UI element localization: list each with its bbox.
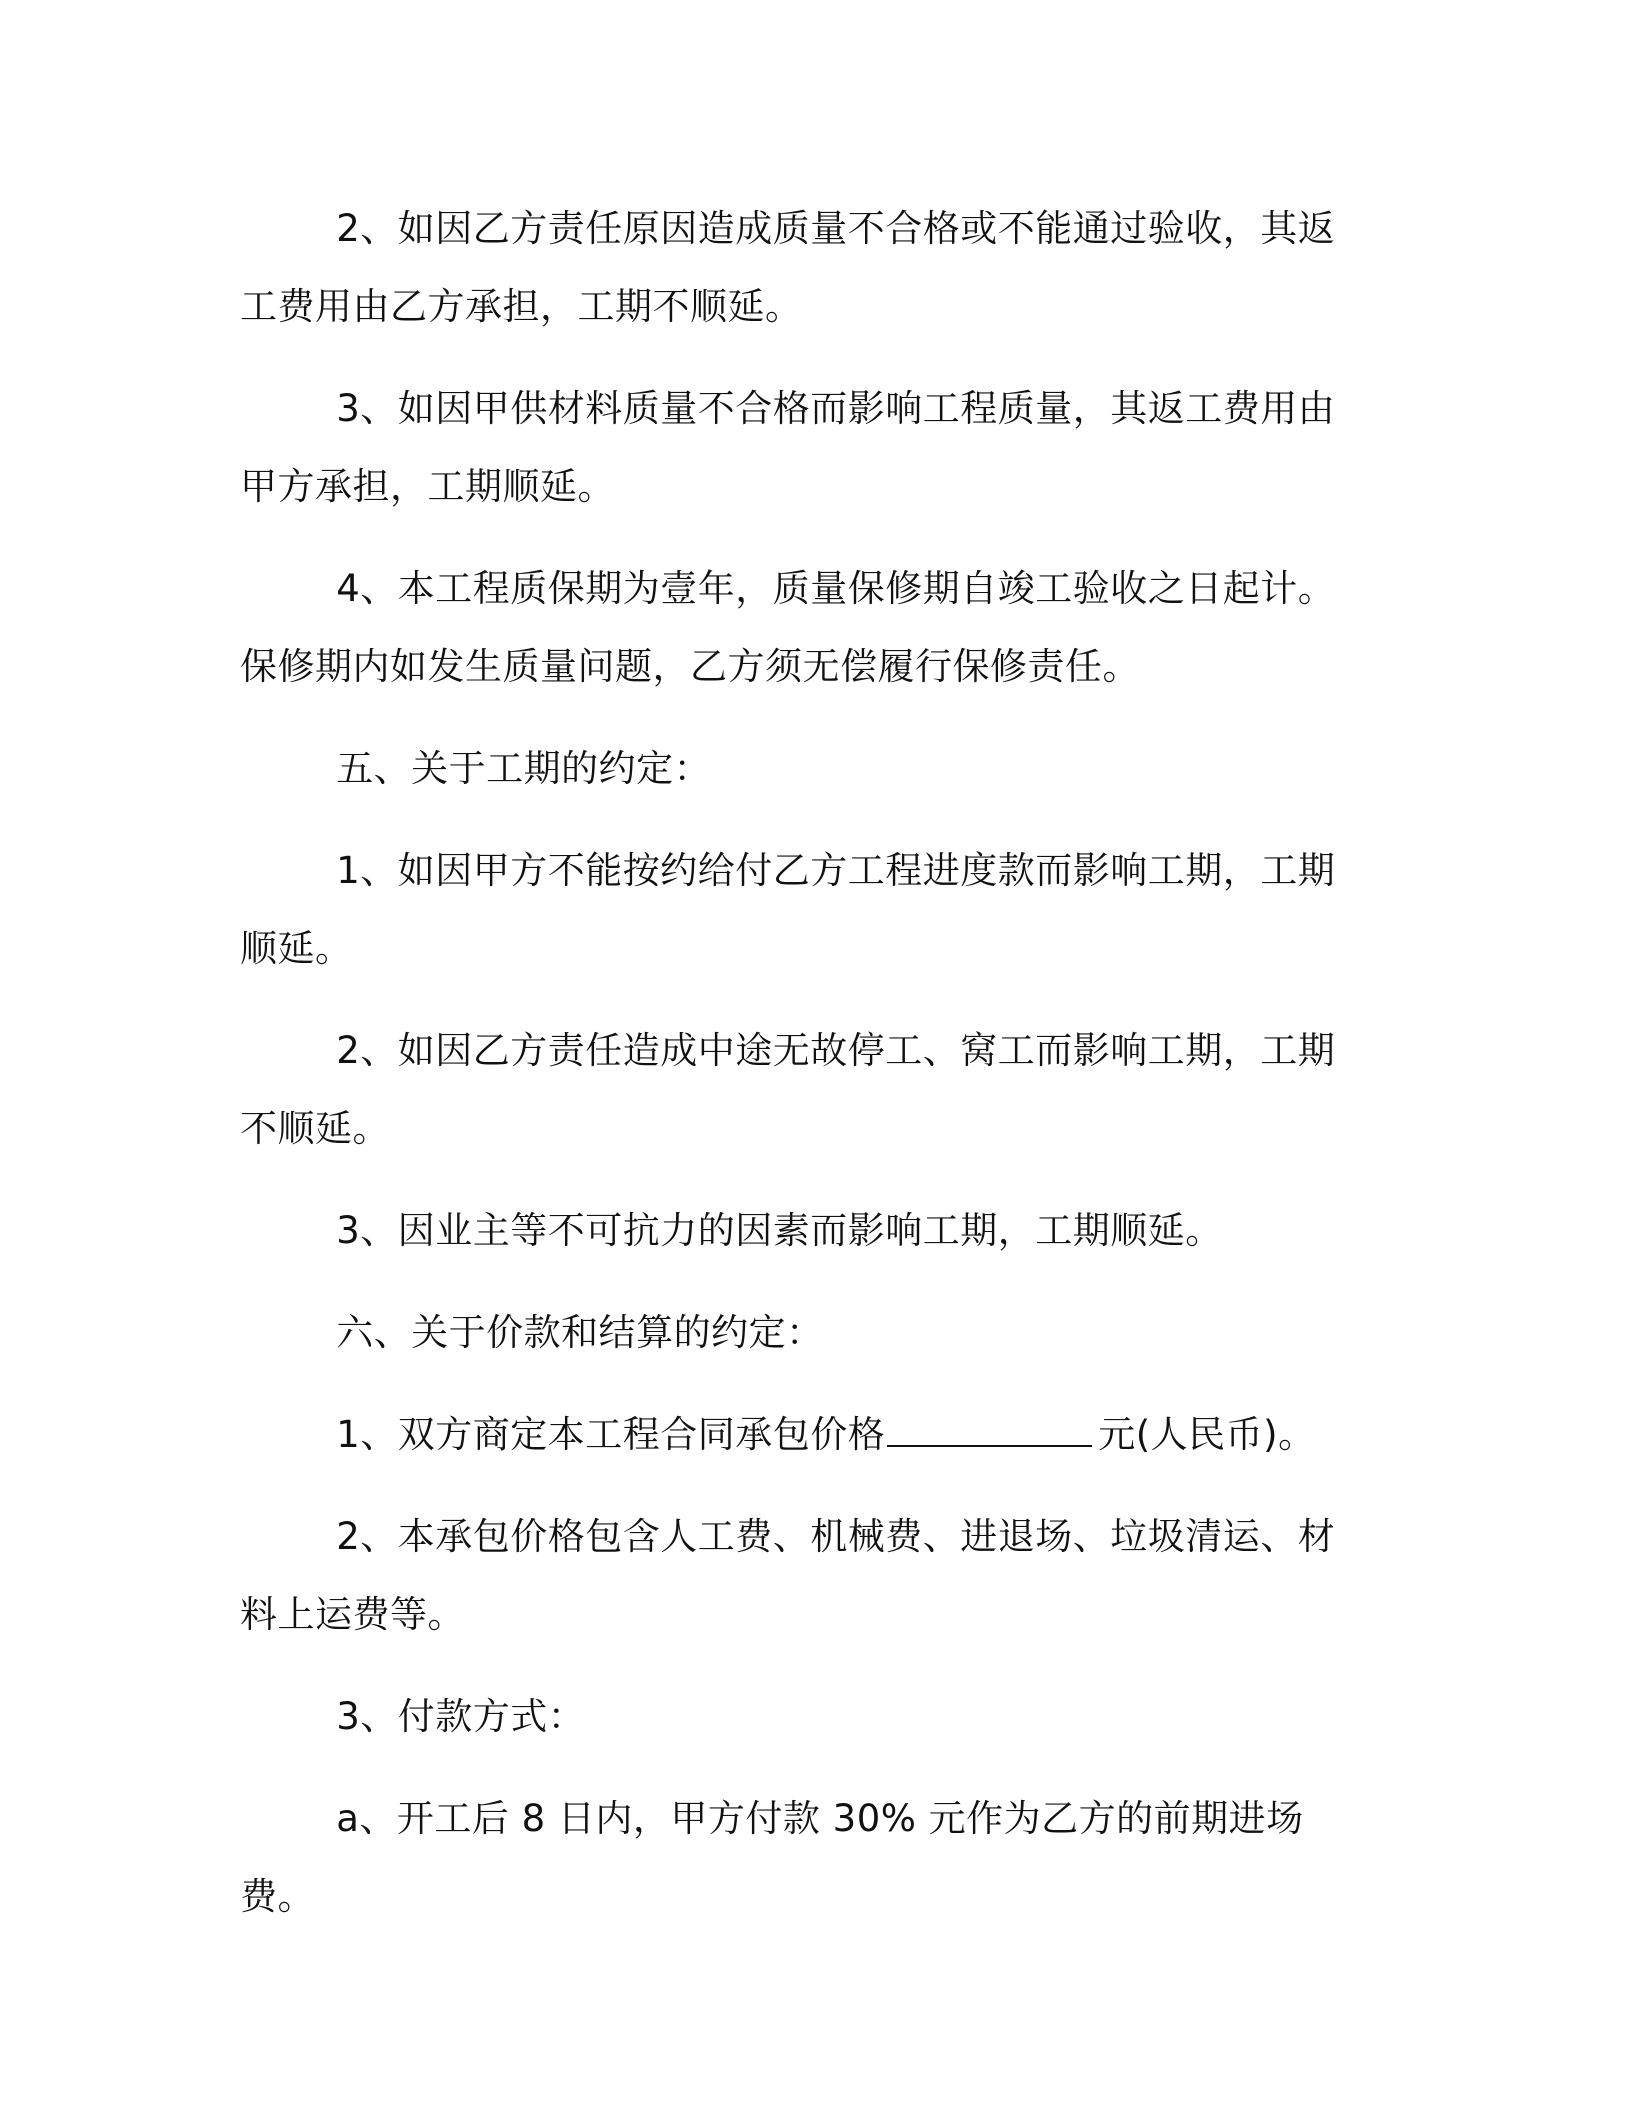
- paragraph-spacer: [240, 808, 1364, 832]
- contract-price-text-before: 1、双方商定本工程合同承包价格: [336, 1413, 886, 1456]
- paragraph-spacer: [240, 1474, 1364, 1498]
- paragraph-spacer: [240, 988, 1364, 1012]
- paragraph-warranty-period: 4、本工程质保期为壹年，质量保修期自竣工验收之日起计。保修期内如发生质量问题，乙方须无偿履行保修责任。: [240, 567, 1336, 688]
- paragraph-spacer: [240, 526, 1364, 550]
- paragraph-spacer: [240, 1168, 1364, 1192]
- contract-price-text-after: 元(人民币)。: [1098, 1413, 1316, 1456]
- paragraph-spacer: [240, 706, 1364, 730]
- paragraph-quality-rework-party-b: 2、如因乙方责任原因造成质量不合格或不能通过验收，其返工费用由乙方承担，工期不顺延。: [240, 207, 1336, 328]
- contract-price-blank: [887, 1415, 1092, 1447]
- paragraph-quality-rework-party-a: 3、如因甲供材料质量不合格而影响工程质量，其返工费用由甲方承担，工期顺延。: [240, 387, 1336, 508]
- paragraph-schedule-party-b-stoppage: 2、如因乙方责任造成中途无故停工、窝工而影响工期，工期不顺延。: [240, 1029, 1336, 1150]
- paragraph-spacer: [240, 1756, 1364, 1780]
- paragraph-price-inclusions: 2、本承包价格包含人工费、机械费、进退场、垃圾清运、材料上运费等。: [240, 1515, 1336, 1636]
- paragraph-spacer: [240, 1372, 1364, 1396]
- paragraph-schedule-party-a-payment: 1、如因甲方不能按约给付乙方工程进度款而影响工期，工期顺延。: [240, 849, 1336, 970]
- section-heading-price-settlement: 六、关于价款和结算的约定：: [336, 1311, 824, 1354]
- paragraph-schedule-force-majeure: 3、因业主等不可抗力的因素而影响工期，工期顺延。: [336, 1209, 1223, 1252]
- paragraph-spacer: [240, 1270, 1364, 1294]
- section-heading-schedule: 五、关于工期的约定：: [336, 747, 712, 790]
- paragraph-spacer: [240, 1654, 1364, 1678]
- paragraph-payment-method: 3、付款方式：: [336, 1695, 586, 1738]
- paragraph-spacer: [240, 346, 1364, 370]
- paragraph-contract-price: [240, 1396, 1364, 1474]
- paragraph-payment-advance: a、开工后 8 日内，甲方付款 30% 元作为乙方的前期进场费。: [240, 1797, 1304, 1918]
- document-body: [240, 190, 1364, 1936]
